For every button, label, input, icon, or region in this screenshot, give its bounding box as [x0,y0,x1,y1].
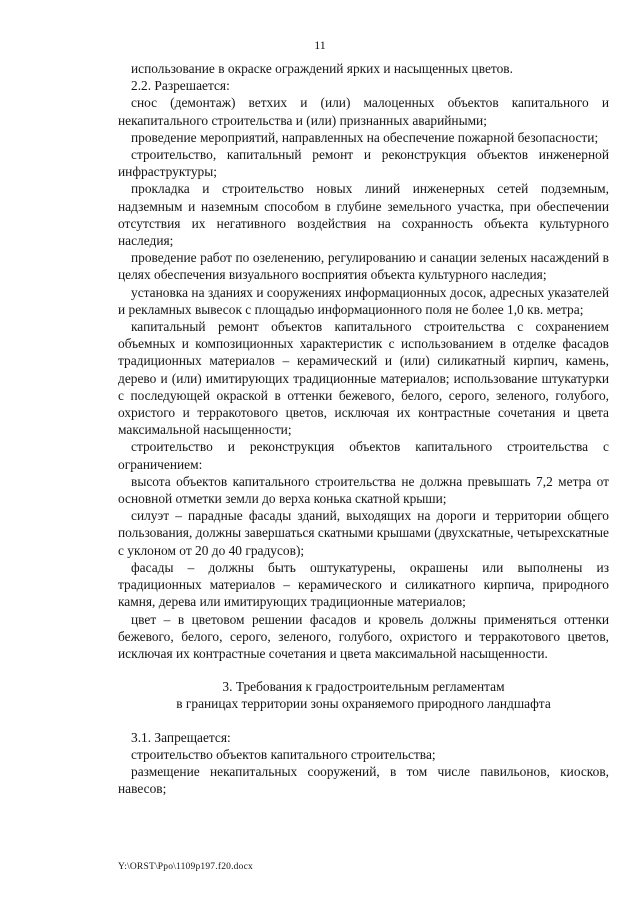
paragraph: строительство, капитальный ремонт и реконструкция объектов инженерной инфраструктуры; [118,147,609,180]
section-heading-line-1: 3. Требования к градостроительным регламентам [222,679,505,695]
paragraph: проведение мероприятий, направленных на обеспечение пожарной безопасности; [131,129,599,145]
paragraph: проведение работ по озеленению, регулированию и санации зеленых насаждений в целях обеспечения визуального восприятия объекта культурного наследия; [118,250,609,283]
document-body [118,60,609,797]
paragraph: снос (демонтаж) ветхих и (или) малоценных объектов капитального и некапитального строительства и (или) признанных аварийными; [118,95,609,128]
paragraph: размещение некапитальных сооружений, в том числе павильонов, киосков, навесов; [118,763,609,797]
file-path-footer: Y:\ORST\Ppo\1109p197.f20.docx [118,862,253,872]
section-heading-line-2: в границах территории зоны охраняемого природного ландшафта [176,696,551,712]
paragraph: высота объектов капитального строительства не должна превышать 7,2 метра от основной отметки земли до верха конька скатной крыши; [118,473,609,507]
subsection-heading: 3.1. Запрещается: [131,729,231,745]
subsection-heading: 2.2. Разрешается: [131,78,230,94]
paragraph: строительство и реконструкция объектов капитального строительства с ограничением: [118,439,609,472]
paragraph: использование в окраске ограждений ярких и насыщенных цветов. [131,61,513,76]
page-number: 11 [314,38,326,52]
paragraph: капитальный ремонт объектов капитального строительства с сохранением объемных и композиционных характеристик с использованием в отделке фасадов традиционных материалов – керамический и (или) силикатный кирпич, камень, дерево и (или) имитирующих традиционные материалов; использование штукатурки с последующей окраской в оттенки бежевого, белого, серого, зеленого, голубого, охристого и терракотового цветов, исключая их контрастные сочетания и цвета максимальной насыщенности; [118,319,609,438]
paragraph: установка на зданиях и сооружениях информационных досок, адресных указателей и рекламных вывесок с площадью информационного поля не более 1,0 кв. метра; [118,284,609,317]
paragraph: силуэт – парадные фасады зданий, выходящих на дороги и территории общего пользования, должны завершаться скатными крышами (двухскатные, четырехскатные с уклоном от 20 до 40 градусов); [118,508,609,558]
paragraph: фасады – должны быть оштукатурены, окрашены или выполнены из традиционных материалов – керамического и силикатного кирпича, природного камня, дерева или имитирующих традиционные материалов; [118,559,609,610]
paragraph: строительство объектов капитального строительства; [131,746,436,762]
paragraph: прокладка и строительство новых линий инженерных сетей подземным, надземным и наземным способом в глубине земельного участка, при обеспечении отсутствия их негативного воздействия на сохранность объекта культурного наследия; [118,181,609,249]
paragraph: цвет – в цветовом решении фасадов и кровель должны применяться оттенки бежевого, белого, серого, зеленого, голубого, охристого и терракотового цветов, исключая их контрастные сочетания и цвета максимальной насыщенности. [118,611,609,661]
